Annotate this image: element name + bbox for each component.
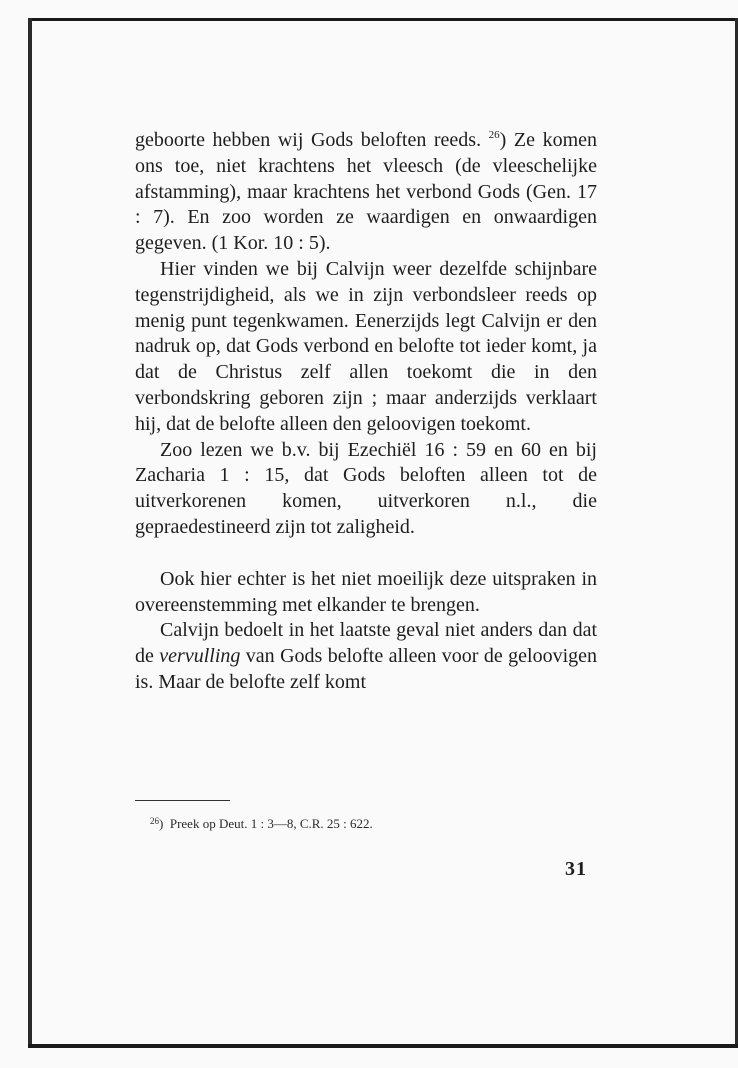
paragraph-5 — [135, 618, 597, 695]
footnote-divider — [135, 800, 230, 801]
paragraph-1 — [135, 128, 597, 257]
footnote — [150, 816, 373, 832]
page-edge-left — [28, 18, 32, 1048]
footnote-reference: 26 — [488, 129, 500, 141]
footnote-marker-paren: ) — [159, 816, 164, 831]
body-text — [135, 128, 597, 696]
page-number: 31 — [565, 858, 587, 880]
page-edge-top — [30, 18, 738, 21]
p1-rest: Ze komen ons toe, niet krachtens het vleesch (de vleeschelijke afstamming), maar krachtens het verbond Gods (Gen. 17 : 7). En zoo worden ze waardigen en onwaardigen gegeven. (1 Kor. 10 : 5). — [135, 129, 598, 255]
footnote-reference-paren: ) — [499, 129, 507, 151]
paragraph-2: Hier vinden we bij Calvijn weer dezelfde schijnbare tegenstrijdigheid, als we in zijn verbondsleer reeds op menig punt tegenkwamen. Eenerzijds legt Calvijn er den nadruk op, dat Gods verbond en belofte tot ieder komt, ja dat de Christus zelf allen toekomt die in den verbondskring geboren zijn ; maar anderzijds verklaart hij, dat de belofte alleen den geloovigen toekomt. — [135, 257, 597, 435]
footnote-text: Preek op Deut. 1 : 3—8, C.R. 25 : 622. — [169, 816, 373, 831]
footnote-marker: 26 — [150, 816, 159, 826]
p5-start: Calvijn bedoelt in het laatste geval niet anders dan dat de — [135, 619, 597, 668]
paragraph-4: Ook hier echter is het niet moeilijk deze uitspraken in overeenstemming met elkander te brengen. — [135, 567, 597, 616]
paragraph-gap — [135, 541, 597, 567]
p5-rest: van Gods belofte alleen voor de geloovigen is. Maar de belofte zelf komt — [135, 645, 598, 693]
paragraph-3: Zoo lezen we b.v. bij Ezechiël 16 : 59 en 60 en bij Zacharia 1 : 15, dat Gods beloften alleen tot de uitverkorenen komen, uitverkoren n.l., die gepraedestineerd zijn tot zaligheid. — [135, 438, 597, 538]
p1-start: geboorte hebben wij Gods beloften reeds. — [135, 129, 482, 151]
page-edge-bottom — [28, 1044, 738, 1048]
p5-emphasis: vervulling — [159, 645, 241, 668]
